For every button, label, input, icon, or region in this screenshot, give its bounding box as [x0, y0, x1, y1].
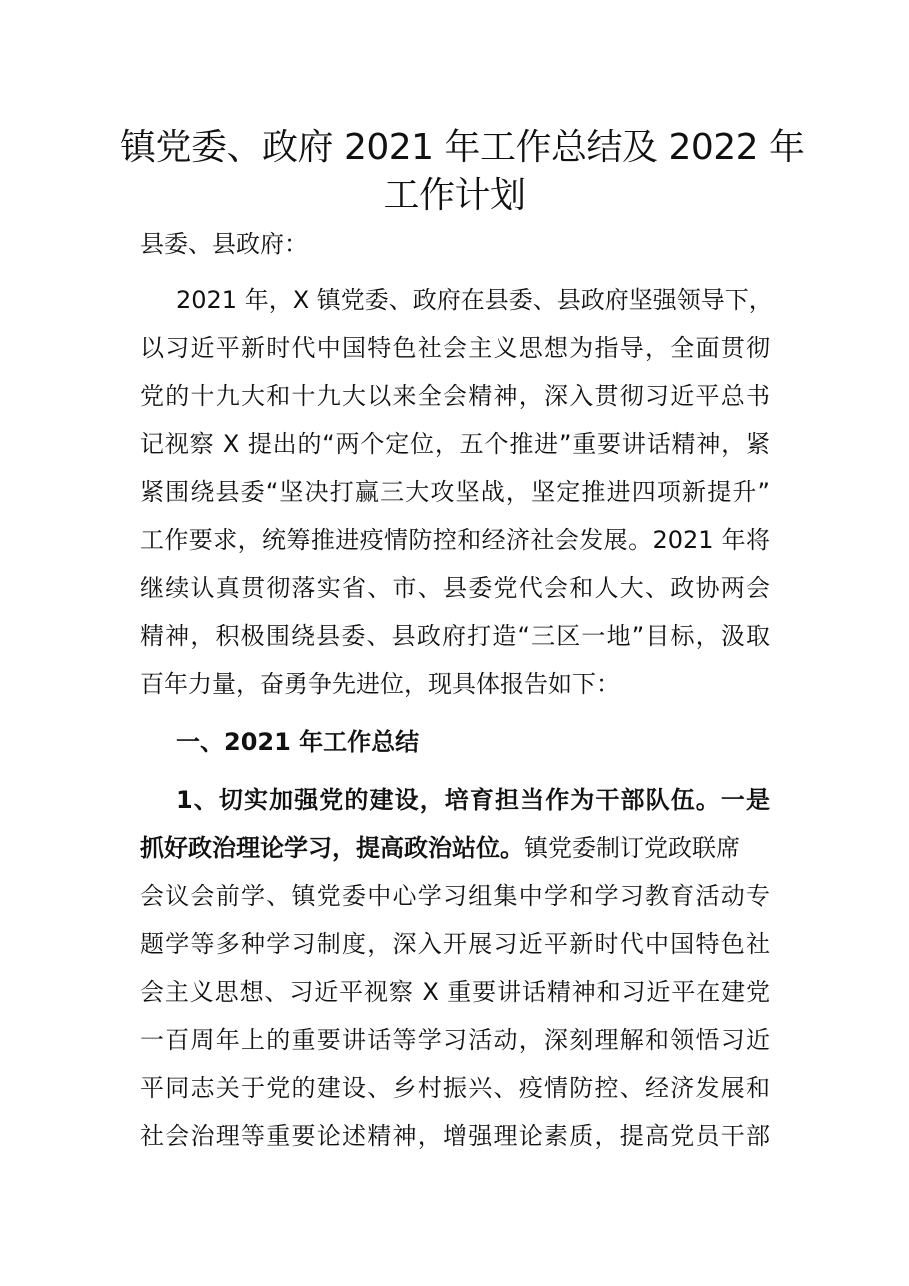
section1-line-7: 平同志关于党的建设、乡村振兴、疫情防控、经济发展和	[140, 1074, 770, 1102]
intro-line-9: 百年力量，奋勇争先进位，现具体报告如下：	[140, 670, 620, 698]
intro-line-6: 工作要求，统筹推进疫情防控和经济社会发展。2021 年将	[140, 526, 770, 554]
section1-line-8: 社会治理等重要论述精神，增强理论素质，提高党员干部	[140, 1122, 770, 1150]
document-title-line-2: 工作计划	[383, 175, 526, 216]
section1-line-2-bold: 抓好政治理论学习，提高政治站位。	[140, 834, 524, 862]
section1-line-6: 一百周年上的重要讲话等学习活动，深刻理解和领悟习近	[140, 1026, 770, 1054]
intro-line-1: 2021 年，X 镇党委、政府在县委、县政府坚强领导下，	[176, 286, 773, 314]
section1-line-2	[140, 832, 740, 864]
section-heading: 一、2021 年工作总结	[176, 728, 420, 756]
intro-line-5: 紧围绕县委“坚决打赢三大攻坚战，坚定推进四项新提升”	[140, 478, 770, 506]
section1-line-4: 题学等多种学习制度，深入开展习近平新时代中国特色社	[140, 930, 770, 958]
intro-line-7: 继续认真贯彻落实省、市、县委党代会和人大、政协两会	[140, 574, 770, 602]
intro-line-2: 以习近平新时代中国特色社会主义思想为指导，全面贯彻	[140, 334, 770, 362]
section1-line-1: 1、切实加强党的建设，培育担当作为干部队伍。一是	[176, 786, 770, 814]
section1-line-3: 会议会前学、镇党委中心学习组集中学和学习教育活动专	[140, 882, 770, 910]
intro-line-3: 党的十九大和十九大以来全会精神，深入贯彻习近平总书	[140, 382, 770, 410]
section1-line-5: 会主义思想、习近平视察 X 重要讲话精神和习近平在建党	[140, 978, 770, 1006]
intro-line-8: 精神，积极围绕县委、县政府打造“三区一地”目标，汲取	[140, 622, 770, 650]
section1-line-2-normal: 镇党委制订党政联席	[524, 834, 740, 862]
document-title-line-1: 镇党委、政府 2021 年工作总结及 2022 年	[120, 127, 805, 168]
intro-line-4: 记视察 X 提出的“两个定位，五个推进”重要讲话精神，紧	[140, 430, 770, 458]
salutation: 县委、县政府：	[140, 230, 308, 258]
